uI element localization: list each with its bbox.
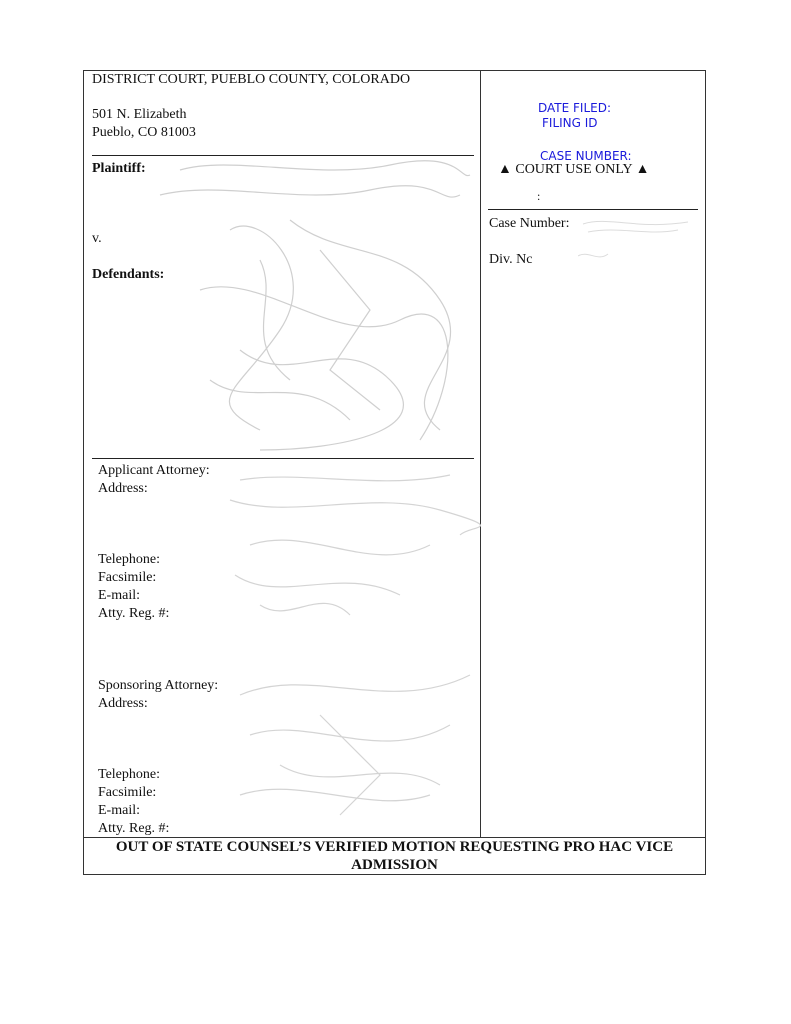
applicant-facsimile-label: Facsimile:: [98, 570, 157, 585]
parties-rule-top: [92, 155, 474, 156]
document-title-line1: OUT OF STATE COUNSEL’S VERIFIED MOTION REQUESTING PRO HAC VICE: [115, 839, 674, 855]
applicant-address-label: Address:: [98, 481, 148, 496]
case-number-label: Case Number:: [489, 216, 570, 231]
applicant-telephone-label: Telephone:: [98, 552, 160, 567]
plaintiff-label: Plaintiff:: [92, 161, 146, 176]
parties-rule-bottom: [92, 458, 474, 459]
stamp-colon: :: [537, 189, 541, 203]
caption-column-divider: [480, 70, 481, 837]
court-address-line1: 501 N. Elizabeth: [92, 107, 187, 122]
document-title-line2: ADMISSION: [351, 857, 438, 873]
sponsoring-email-label: E-mail:: [98, 803, 140, 818]
court-use-only-label: ▲ COURT USE ONLY ▲: [498, 162, 650, 177]
sponsoring-facsimile-label: Facsimile:: [98, 785, 157, 800]
court-name: DISTRICT COURT, PUEBLO COUNTY, COLORADO: [92, 72, 411, 87]
filing-id-stamp: FILING ID: [542, 116, 598, 130]
sponsoring-telephone-label: Telephone:: [98, 767, 160, 782]
division-label: Div. Nc: [489, 252, 533, 267]
case-number-stamp: CASE NUMBER:: [540, 149, 632, 163]
date-filed-stamp: DATE FILED:: [538, 101, 612, 115]
versus-label: v.: [92, 231, 102, 246]
sponsoring-attorney-heading: Sponsoring Attorney:: [98, 678, 219, 693]
applicant-attorney-heading: Applicant Attorney:: [98, 463, 210, 478]
sponsoring-address-label: Address:: [98, 696, 148, 711]
defendants-label: Defendants:: [92, 267, 165, 282]
document-title: [83, 838, 706, 874]
court-use-rule: [488, 209, 698, 210]
applicant-reg-label: Atty. Reg. #:: [98, 606, 170, 621]
court-address-line2: Pueblo, CO 81003: [92, 125, 196, 140]
applicant-email-label: E-mail:: [98, 588, 140, 603]
sponsoring-reg-label: Atty. Reg. #:: [98, 821, 170, 836]
